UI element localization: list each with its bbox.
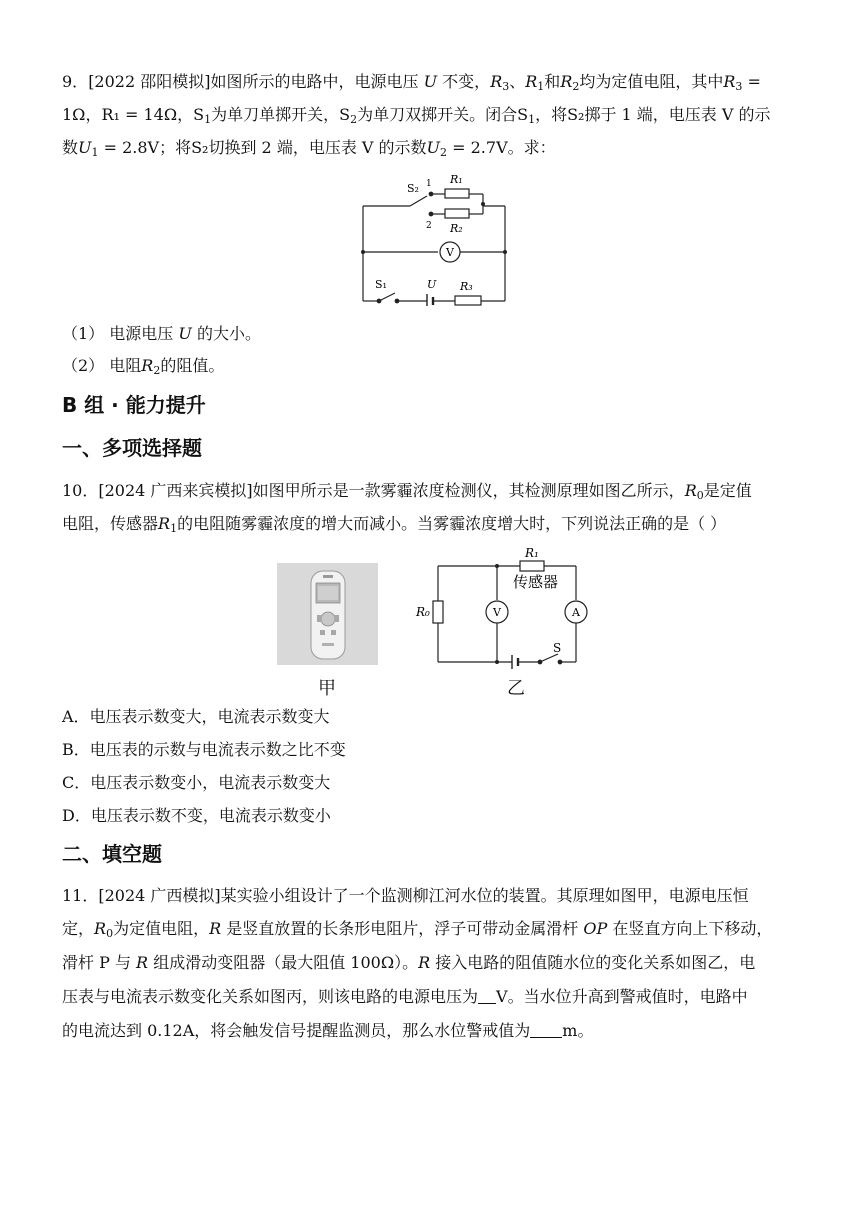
q9-line-2: 1Ω，R₁ = 14Ω，$S_1$为单刀单掷开关，$S_2$为单刀双掷开关。闭合$S_1$，将S₂掷于 1 端，电压表 V 的示 — [62, 105, 771, 126]
q11-line-4: 压表与电流表示数变化关系如图丙，则该电路的电源电压为 V。当水位升高到警戒值时，电路中 — [62, 987, 748, 1006]
label-ammeter: A — [572, 606, 580, 619]
option-d[interactable]: D．电压表示数不变，电流表示数变小 — [62, 806, 331, 825]
q11-source: [2024 广西模拟] — [98, 886, 221, 905]
haze-detector-photo — [277, 563, 378, 665]
q9-circuit-diagram — [355, 166, 515, 306]
label-u: U — [427, 278, 437, 291]
label-s1: S₁ — [375, 278, 387, 291]
section-b-heading: B 组 · 能力提升 — [62, 393, 206, 417]
q11-line-2: 定，$R_0$为定值电阻，R 是竖直放置的长条形电阻片，浮子可带动金属滑杆 OP 在竖直方向上下移动， — [62, 919, 773, 940]
option-c[interactable]: C．电压表示数变小，电流表示数变大 — [62, 773, 331, 792]
q10-circuit-diagram — [412, 544, 602, 674]
q9-text-1c: 均为定值电阻，其中 — [579, 72, 724, 91]
q11-line-3: 滑杆 P 与 R 组成滑动变阻器（最大阻值 100Ω）。R 接入电路的阻值随水位的变化关系如图乙，电 — [62, 953, 756, 972]
q9-text-3c: = 2.7V。求： — [452, 138, 556, 157]
q9-text-3b: = 2.8V；将S₂切换到 2 端，电压表 V 的示数 — [103, 138, 427, 157]
q10-line-1: 10．[2024 广西来宾模拟]如图甲所示是一款雾霾浓度检测仪，其检测原理如图乙所示，$R_0$是定值 — [62, 481, 752, 502]
label-r1: R₁ — [450, 173, 463, 186]
option-a[interactable]: A．电压表示数变大，电流表示数变大 — [62, 707, 330, 726]
label-r1-sensor: R₁ — [525, 546, 539, 560]
q9-text-1b: 不变， — [442, 72, 491, 91]
label-sensor: 传感器 — [513, 573, 559, 591]
q9-text-1: 如图所示的电路中，电源电压 — [210, 72, 419, 91]
section-fill-heading: 二、填空题 — [62, 842, 162, 866]
q11-line-5: 的电流达到 0.12A，将会触发信号提醒监测员，那么水位警戒值为 m。 — [62, 1021, 594, 1040]
q9-text-2c: 为单刀单掷开关， — [211, 105, 340, 124]
label-terminal-2: 2 — [426, 221, 432, 231]
label-voltmeter: V — [446, 246, 454, 259]
var-u: U — [423, 72, 438, 91]
option-b[interactable]: B．电压表的示数与电流表示数之比不变 — [62, 740, 346, 759]
q9-text-2a: 1Ω， — [62, 105, 102, 124]
label-r3: R₃ — [460, 280, 473, 293]
label-r2: R₂ — [450, 222, 463, 235]
answer-blank-water-level[interactable] — [530, 1021, 562, 1038]
q9-sub-1: （1） 电源电压 U 的大小。 — [62, 324, 261, 343]
q9-number: 9． — [62, 72, 89, 91]
q10-source: [2024 广西来宾模拟] — [98, 481, 253, 500]
answer-blank-voltage[interactable] — [478, 987, 496, 1004]
figure-label-yi: 乙 — [507, 678, 525, 699]
haze-detector-icon — [277, 563, 378, 665]
q9-line-3: 数$U_1 = 2.8V$；将S₂切换到 2 端，电压表 V 的示数$U_2 = 2.7V$。求： — [62, 138, 556, 159]
label-voltmeter-2: V — [493, 606, 501, 619]
label-switch-s: S — [553, 641, 562, 655]
q9-line-1: 9．[2022 邵阳模拟]如图所示的电路中，电源电压 U 不变，$R_3$、$R_1$和$R_2$均为定值电阻，其中$R_3$ = — [62, 72, 761, 93]
q9-text-2b: R₁ = 14Ω， — [101, 105, 194, 124]
q9-text-2d: 为单刀双掷开关。闭合 — [357, 105, 518, 124]
label-terminal-1: 1 — [426, 179, 432, 189]
q10-line-2: 电阻，传感器$R_1$的电阻随雾霾浓度的增大而减小。当雾霾浓度增大时，下列说法正确的是（ ） — [62, 514, 727, 535]
label-s2: S₂ — [407, 182, 419, 195]
q9-text-3a: 数 — [62, 138, 79, 157]
q9-text-2e: ，将S₂掷于 1 端，电压表 V 的示 — [535, 105, 771, 124]
q11-line-1: 11．[2024 广西模拟]某实验小组设计了一个监测柳江河水位的装置。其原理如图甲，电源电压恒 — [62, 886, 749, 905]
q10-number: 10． — [62, 481, 99, 500]
figure-label-jia: 甲 — [318, 678, 336, 699]
q9-source: [2022 邵阳模拟] — [88, 72, 211, 91]
label-r0: R₀ — [416, 605, 430, 619]
q9-sub-2: （2） 电阻$R_2$的阻值。 — [62, 356, 225, 377]
q11-number: 11． — [62, 886, 99, 905]
section-multiple-choice-heading: 一、多项选择题 — [62, 436, 202, 460]
